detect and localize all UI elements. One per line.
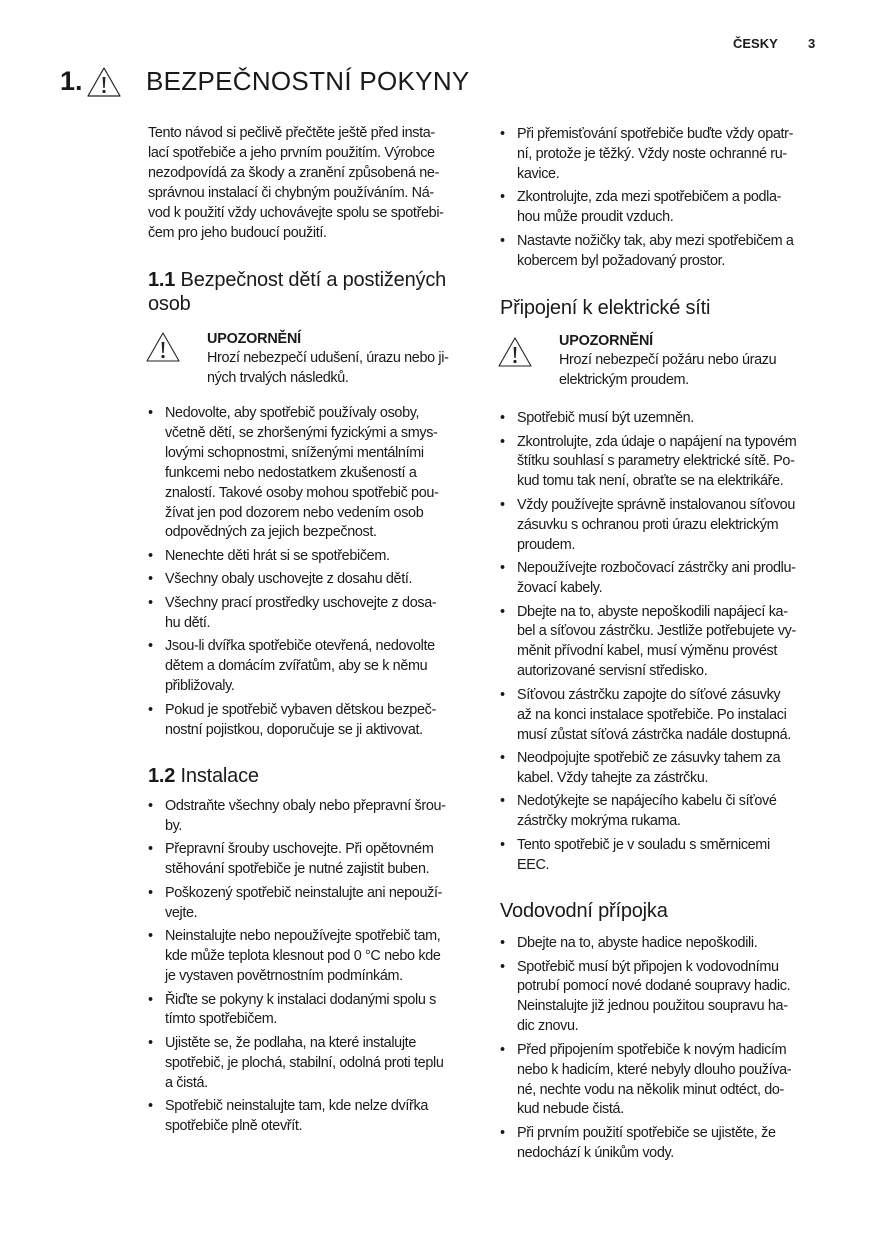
intro-paragraph: Tento návod si pečlivě přečtěte ještě před insta- lací spotřebiče a jeho prvním použitím. Výrobce nezodpovídá za škody a zranění způsobená ne- správnou instalací či chybným používáním. Ná- vod k použití vždy uchovávejte spolu se spotřebi- čem pro jeho budoucí použití. bbox=[148, 125, 444, 241]
warning-icon bbox=[497, 336, 533, 368]
language-label: ČESKY bbox=[733, 36, 778, 51]
warning-title: UPOZORNĚNÍ bbox=[207, 331, 301, 347]
electrical-list bbox=[500, 409, 796, 879]
warning-title: UPOZORNĚNÍ bbox=[559, 333, 653, 349]
list-item: • Nepoužívejte rozbočovací zástrčky ani prodlu- žovací kabely. bbox=[500, 560, 796, 597]
page-title: BEZPEČNOSTNÍ POKYNY bbox=[146, 66, 470, 96]
installation-list-continued bbox=[500, 125, 794, 275]
heading-electrical: Připojení k elektrické síti bbox=[500, 297, 711, 319]
list-item: • Jsou-li dvířka spotřebiče otevřená, nedovolte dětem a domácím zvířatům, aby se k němu přibližovaly. bbox=[148, 638, 435, 695]
list-item: • Spotřebič musí být připojen k vodovodnímu potrubí pomocí nové dodané soupravy hadic. Neinstalujte již jednou použitou soupravu ha- dic znovu. bbox=[500, 958, 791, 1035]
list-item: • Při přemisťování spotřebiče buďte vždy opatr- ní, protože je těžký. Vždy noste ochranné ru- kavice. bbox=[500, 126, 794, 182]
heading-number: 1.2 bbox=[148, 765, 176, 787]
list-item: • Řiďte se pokyny k instalaci dodanými spolu s tímto spotřebičem. bbox=[148, 991, 437, 1028]
warning-box-children bbox=[207, 330, 449, 388]
list-item: • Pokud je spotřebič vybaven dětskou bezpeč- nostní pojistkou, doporučuje se ji aktivovat. bbox=[148, 701, 436, 738]
list-item: • Všechny obaly uschovejte z dosahu dětí. bbox=[148, 571, 413, 588]
list-item: • Nastavte nožičky tak, aby mezi spotřebičem a kobercem byl požadovaný prostor. bbox=[500, 232, 794, 269]
list-item: • Spotřebič musí být uzemněn. bbox=[500, 410, 694, 426]
list-item: • Spotřebič neinstalujte tam, kde nelze dvířka spotřebiče plně otevřít. bbox=[148, 1098, 428, 1135]
list-item: • Při prvním použití spotřebiče se ujistěte, že nedochází k únikům vody. bbox=[500, 1124, 776, 1161]
list-item: • Odstraňte všechny obaly nebo přepravní šrou- by. bbox=[148, 798, 446, 834]
heading-water: Vodovodní přípojka bbox=[500, 900, 668, 922]
list-item: • Zkontrolujte, zda údaje o napájení na typovém štítku souhlasí s parametry elektrické sítě. Po- kud tomu tak není, obraťte se na elektrikáře. bbox=[500, 433, 797, 490]
list-item: • Nenechte děti hrát si se spotřebičem. bbox=[148, 547, 390, 564]
list-item: • Zkontrolujte, zda mezi spotřebičem a podla- hou může proudit vzduch. bbox=[500, 189, 782, 226]
water-list bbox=[500, 934, 791, 1167]
children-safety-list bbox=[148, 404, 438, 744]
list-item: • Vždy používejte správně instalovanou síťovou zásuvku s ochranou proti úrazu elektrickým proudem. bbox=[500, 496, 795, 553]
heading-text: Instalace bbox=[175, 765, 259, 787]
list-item: • Neinstalujte nebo nepoužívejte spotřebič tam, kde může teplota klesnout pod 0 °C nebo kde je vystaven povětrnostním podmínkám. bbox=[148, 928, 441, 985]
warning-icon bbox=[145, 331, 181, 363]
warning-icon bbox=[86, 66, 122, 98]
heading-number: 1.1 bbox=[148, 269, 176, 291]
heading-children-safety bbox=[148, 268, 446, 316]
list-item: • Nedovolte, aby spotřebič používaly osoby, včetně dětí, se zhoršenými fyzickými a smys- lovými schopnostmi, sníženými mentálními funkcemi nebo nedostatkem zkušeností a znalostí. Takové osoby mohou spotřebič pou- žívat jen pod dozorem nebo vedením osob odpovědných za jejich bezpečnost. bbox=[148, 405, 439, 541]
list-item: • Dbejte na to, abyste hadice nepoškodili. bbox=[500, 935, 758, 951]
list-item: • Neodpojujte spotřebič ze zásuvky tahem za kabel. Vždy tahejte za zástrčku. bbox=[500, 750, 781, 786]
warning-box-electrical bbox=[559, 332, 776, 390]
warning-text: Hrozí nebezpečí udušení, úrazu nebo ji- ných trvalých následků. bbox=[207, 350, 449, 386]
page-number: 3 bbox=[808, 36, 816, 51]
list-item: • Poškozený spotřebič neinstalujte ani nepouží- vejte. bbox=[148, 884, 443, 921]
heading-installation bbox=[148, 764, 259, 788]
heading-text: Bezpečnost dětí a postižených osob bbox=[148, 269, 447, 315]
section-number: 1. bbox=[60, 66, 83, 96]
list-item: • Tento spotřebič je v souladu s směrnicemi EEC. bbox=[500, 836, 770, 873]
list-item: • Dbejte na to, abyste nepoškodili napájecí ka- bel a síťovou zástrčku. Jestliže potřebujete vy- měnit přívodní kabel, musí výměnu provést autorizované servisní středisko. bbox=[500, 603, 796, 680]
list-item: • Ujistěte se, že podlaha, na které instalujte spotřebič, je plochá, stabilní, odolná proti teplu a čistá. bbox=[148, 1034, 444, 1091]
list-item: • Před připojením spotřebiče k novým hadicím nebo k hadicím, které nebyly dlouho používa- né, nechte vodu na několik minut odtéct, do- kud nebude čistá. bbox=[500, 1041, 792, 1118]
warning-text: Hrozí nebezpečí požáru nebo úrazu elektrickým proudem. bbox=[559, 352, 777, 388]
list-item: • Přepravní šrouby uschovejte. Při opětovném stěhování spotřebiče je nutné zajistit buben. bbox=[148, 841, 434, 878]
installation-list bbox=[148, 797, 446, 1141]
list-item: • Všechny prací prostředky uschovejte z dosa- hu dětí. bbox=[148, 594, 437, 631]
list-item: • Síťovou zástrčku zapojte do síťové zásuvky až na konci instalace spotřebiče. Po instalaci musí zůstat síťová zástrčka nadále dostupná. bbox=[500, 686, 791, 743]
list-item: • Nedotýkejte se napájecího kabelu či síťové zástrčky mokrýma rukama. bbox=[500, 793, 777, 830]
